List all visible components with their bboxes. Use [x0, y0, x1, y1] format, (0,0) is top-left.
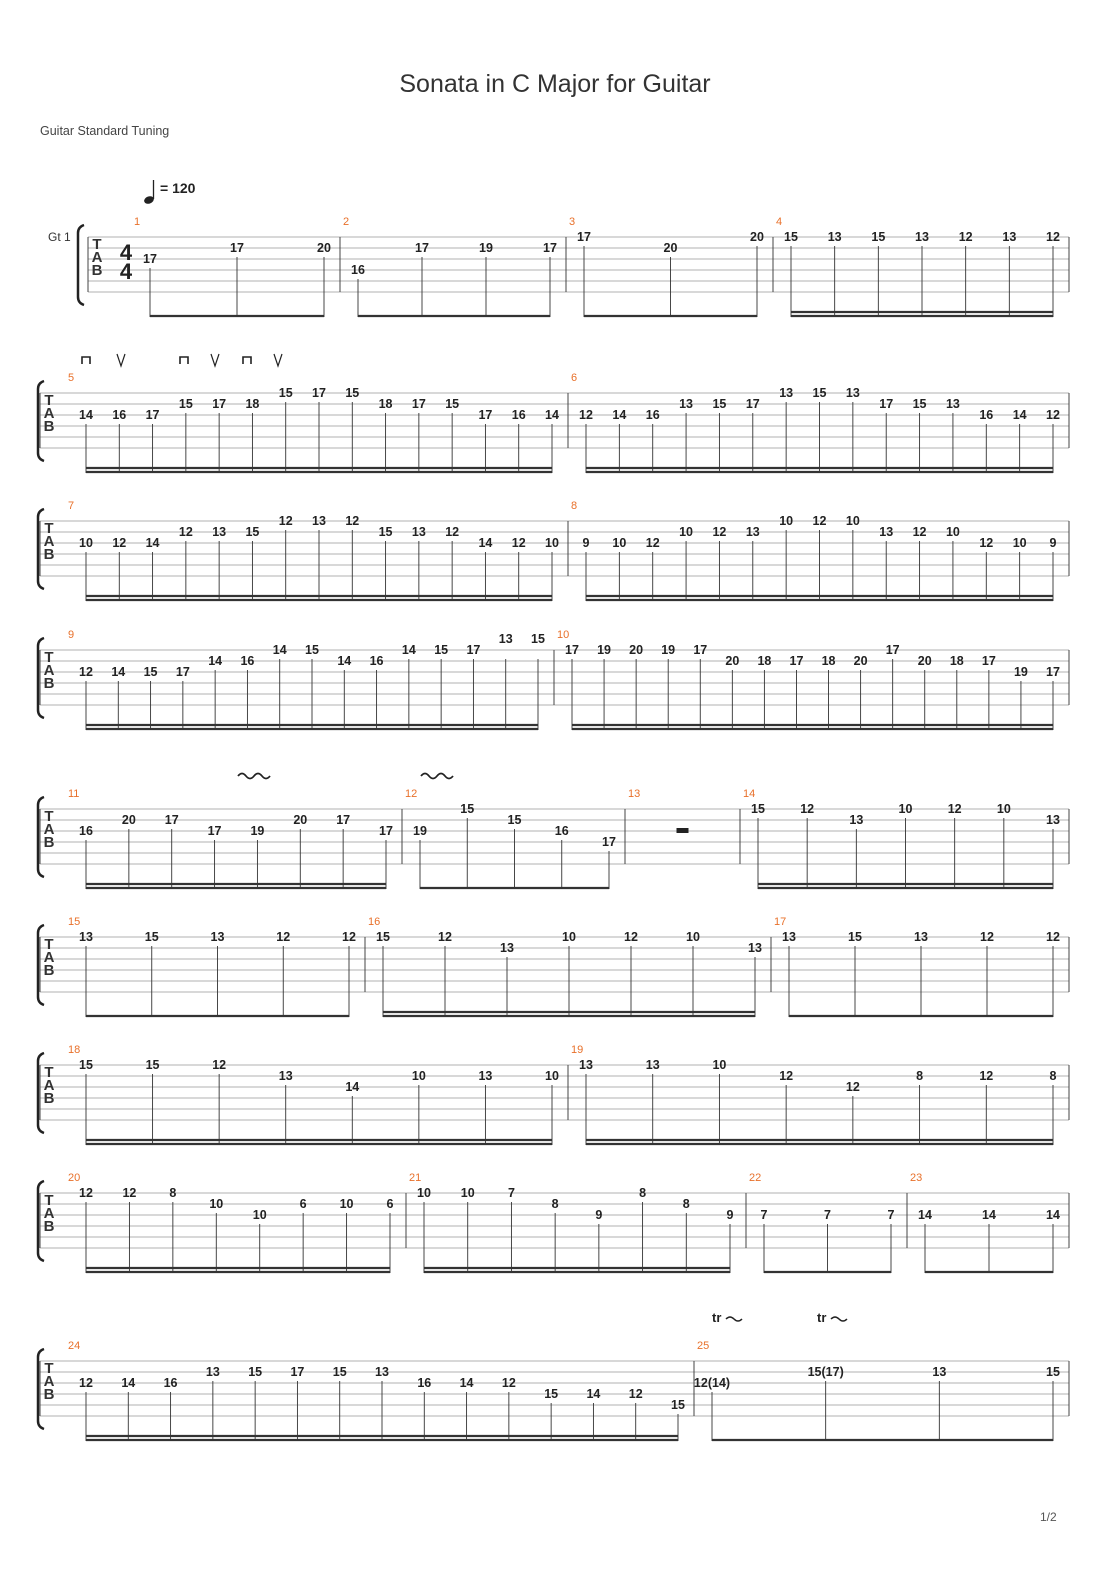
tab-clef-letter: T: [44, 1192, 54, 1209]
fret-number: 10: [1012, 536, 1027, 550]
fret-number: 18: [821, 654, 836, 668]
fret-number: 13: [914, 930, 928, 944]
fret-number: 17: [543, 241, 557, 255]
fret-number: 15: [848, 930, 862, 944]
fret-number: 8: [1049, 1069, 1057, 1083]
tab-clef-letter: B: [43, 675, 55, 692]
fret-number: 12: [1046, 230, 1060, 244]
fret-number: 19: [479, 241, 493, 255]
fret-number: 8: [682, 1197, 690, 1211]
fret-number: 13: [498, 632, 513, 646]
fret-number: 13: [411, 525, 426, 539]
fret-number: 10: [411, 1069, 426, 1083]
measure-number: 3: [569, 216, 576, 228]
fret-number: 14: [121, 1376, 136, 1390]
fret-number: 13: [849, 813, 864, 827]
fret-number: 15: [1046, 1365, 1060, 1379]
fret-number: 10: [779, 514, 794, 528]
measure-number: 25: [697, 1340, 710, 1352]
tab-clef-letter: B: [43, 834, 55, 851]
fret-number: 9: [595, 1208, 603, 1222]
fret-number: 12: [628, 1387, 643, 1401]
fret-number: 20: [725, 654, 740, 668]
fret-number: 12: [178, 525, 193, 539]
fret-number: 15: [143, 665, 158, 679]
fret-number: 7: [507, 1186, 515, 1200]
fret-number: 13: [1002, 230, 1017, 244]
fret-number: 15: [248, 1365, 263, 1379]
fret-number: 17: [478, 408, 493, 422]
fret-number: 13: [645, 1058, 660, 1072]
fret-number: 12: [1046, 408, 1060, 422]
fret-number: 14: [918, 1208, 932, 1222]
fret-number: 16: [645, 408, 660, 422]
fret-number: 17: [466, 643, 481, 657]
tab-clef-letter: A: [91, 249, 103, 266]
rest-symbol: [677, 828, 689, 833]
fret-number: 14: [111, 665, 126, 679]
fret-number: 14: [982, 1208, 996, 1222]
fret-number: 16: [112, 408, 127, 422]
vibrato-icon: [421, 774, 453, 779]
trill-wave-icon: [831, 1317, 847, 1321]
measure-number: 19: [571, 1044, 584, 1056]
measure-number: 9: [68, 629, 75, 641]
fret-number: 12: [112, 536, 127, 550]
fret-number: 13: [478, 1069, 493, 1083]
fret-number: 17: [411, 397, 426, 411]
tab-clef-letter: T: [44, 520, 54, 537]
tab-clef-letter: A: [43, 1077, 55, 1094]
fret-number: 14: [586, 1387, 601, 1401]
downstroke-icon: [243, 357, 251, 364]
fret-number: 12: [345, 514, 360, 528]
fret-number: 20: [853, 654, 868, 668]
fret-number: 12: [712, 525, 727, 539]
measure-number: 15: [68, 916, 81, 928]
trill-marking: tr: [817, 1310, 827, 1325]
upstroke-icon: [274, 354, 282, 366]
fret-number: 7: [824, 1208, 831, 1222]
fret-number: 15: [812, 386, 827, 400]
fret-number: 12: [511, 536, 526, 550]
fret-number: 12: [1046, 930, 1060, 944]
tab-clef-letter: B: [43, 1218, 55, 1235]
trill-marking: tr: [712, 1310, 722, 1325]
fret-number: 14: [1046, 1208, 1060, 1222]
fret-number: 20: [121, 813, 136, 827]
fret-number: 20: [917, 654, 932, 668]
fret-number: 15: [912, 397, 927, 411]
fret-number: 12: [438, 930, 452, 944]
fret-number: 12: [624, 930, 638, 944]
fret-number: 14: [272, 643, 287, 657]
song-title: Sonata in C Major for Guitar: [399, 70, 711, 98]
fret-number: 15: [376, 930, 390, 944]
measure-number: 10: [557, 629, 570, 641]
page-number: 1/2: [1040, 1510, 1057, 1524]
fret-number: 17: [290, 1365, 305, 1379]
fret-number: 12: [276, 930, 291, 944]
fret-number: 13: [932, 1365, 947, 1379]
staff-system: [78, 216, 1069, 317]
measure-number: 14: [743, 788, 756, 800]
fret-number: 14: [337, 654, 352, 668]
fret-number: 14: [1012, 408, 1027, 422]
fret-number: 13: [1046, 813, 1060, 827]
fret-number: 12: [845, 1080, 860, 1094]
measure-number: 20: [68, 1172, 81, 1184]
measure-number: 1: [134, 216, 141, 228]
vibrato-icon: [238, 774, 270, 779]
fret-number: 19: [597, 643, 612, 657]
fret-number: 17: [145, 408, 160, 422]
fret-number: 12: [122, 1186, 137, 1200]
fret-number: 10: [945, 525, 960, 539]
tab-clef-letter: T: [44, 808, 54, 825]
fret-number: 16: [417, 1376, 432, 1390]
fret-number: 15: [671, 1398, 685, 1412]
fret-number: 16: [240, 654, 255, 668]
track-label: Gt 1: [48, 230, 71, 244]
staff-system: [38, 788, 1069, 889]
fret-number: 20: [317, 241, 331, 255]
fret-number: 6: [299, 1197, 307, 1211]
fret-number: 13: [210, 930, 225, 944]
fret-number: 17: [212, 397, 227, 411]
fret-number: 19: [1013, 665, 1028, 679]
fret-number: 15: [79, 1058, 93, 1072]
fret-number: 13: [782, 930, 796, 944]
fret-number: 15: [445, 397, 460, 411]
fret-number: 17: [789, 654, 804, 668]
fret-number: 15: [378, 525, 393, 539]
fret-number: 10: [612, 536, 627, 550]
tab-clef-letter: T: [44, 936, 54, 953]
fret-number: 10: [209, 1197, 224, 1211]
fret-number: 15: [544, 1387, 559, 1401]
downstroke-icon: [82, 357, 90, 364]
tab-clef-letter: A: [43, 1373, 55, 1390]
staff-system: [38, 372, 1069, 473]
fret-number: 10: [545, 536, 559, 550]
fret-number: 17: [1046, 665, 1060, 679]
measure-number: 23: [910, 1172, 923, 1184]
fret-number: 10: [79, 536, 93, 550]
fret-number: 10: [845, 514, 860, 528]
fret-number: 17: [336, 813, 351, 827]
measure-number: 7: [68, 500, 75, 512]
fret-number: 18: [378, 397, 393, 411]
measure-number: 6: [571, 372, 578, 384]
fret-number: 12(14): [693, 1376, 731, 1390]
measure-number: 16: [368, 916, 381, 928]
fret-number: 19: [661, 643, 676, 657]
fret-number: 14: [545, 408, 559, 422]
tab-clef-letter: T: [44, 392, 54, 409]
measure-number: 12: [405, 788, 418, 800]
fret-number: 16: [369, 654, 384, 668]
staff-system: [38, 916, 1069, 1017]
fret-number: 12: [912, 525, 927, 539]
downstroke-icon: [180, 357, 188, 364]
fret-number: 17: [885, 643, 900, 657]
fret-number: 10: [686, 930, 700, 944]
fret-number: 10: [679, 525, 694, 539]
fret-number: 12: [812, 514, 827, 528]
fret-number: 15: [712, 397, 727, 411]
fret-number: 20: [293, 813, 308, 827]
fret-number: 12: [947, 802, 962, 816]
fret-number: 12: [779, 1069, 794, 1083]
fret-number: 13: [845, 386, 860, 400]
fret-number: 15: [784, 230, 798, 244]
fret-number: 13: [779, 386, 794, 400]
tab-clef-letter: B: [43, 962, 55, 979]
fret-number: 12: [212, 1058, 227, 1072]
fret-number: 12: [579, 408, 593, 422]
fret-number: 16: [79, 824, 93, 838]
tab-clef-letter: A: [43, 1205, 55, 1222]
tab-clef-letter: B: [43, 546, 55, 563]
fret-number: 15: [434, 643, 449, 657]
measure-number: 8: [571, 500, 578, 512]
measure-number: 21: [409, 1172, 422, 1184]
fret-number: 8: [169, 1186, 177, 1200]
fret-number: 13: [278, 1069, 293, 1083]
fret-number: 13: [879, 525, 894, 539]
fret-number: 15: [332, 1365, 347, 1379]
fret-number: 9: [1049, 536, 1057, 550]
fret-number: 17: [312, 386, 326, 400]
fret-number: 17: [415, 241, 429, 255]
tab-clef-letter: A: [43, 662, 55, 679]
fret-number: 7: [760, 1208, 768, 1222]
fret-number: 12: [979, 536, 994, 550]
fret-number: 15: [144, 930, 159, 944]
fret-number: 16: [979, 408, 994, 422]
fret-number: 13: [745, 525, 760, 539]
staff-system: [38, 1044, 1069, 1145]
fret-number: 15: [345, 386, 360, 400]
measure-number: 11: [68, 788, 80, 800]
fret-number: 10: [898, 802, 913, 816]
fret-number: 15: [460, 802, 475, 816]
fret-number: 17: [164, 813, 179, 827]
fret-number: 13: [312, 514, 326, 528]
fret-number: 13: [679, 397, 694, 411]
fret-number: 10: [252, 1208, 267, 1222]
upstroke-icon: [211, 354, 219, 366]
fret-number: 12: [501, 1376, 516, 1390]
fret-number: 17: [565, 643, 579, 657]
fret-number: 15: [751, 802, 765, 816]
fret-number: 14: [612, 408, 627, 422]
tab-clef-letter: A: [43, 405, 55, 422]
fret-number: 17: [745, 397, 760, 411]
tab-clef-letter: T: [44, 1360, 54, 1377]
fret-number: 6: [386, 1197, 394, 1211]
tab-clef-letter: T: [44, 649, 54, 666]
fret-number: 17: [230, 241, 244, 255]
fret-number: 14: [459, 1376, 474, 1390]
fret-number: 17: [693, 643, 708, 657]
fret-number: 14: [79, 408, 93, 422]
fret-number: 12: [980, 930, 994, 944]
time-signature: 4: [119, 240, 133, 265]
fret-number: 16: [351, 263, 365, 277]
tab-clef-letter: B: [43, 1386, 55, 1403]
tab-clef-letter: T: [44, 1064, 54, 1081]
time-signature: 4: [119, 259, 133, 284]
trill-wave-icon: [726, 1317, 742, 1321]
fret-number: 8: [639, 1186, 647, 1200]
fret-number: 12: [958, 230, 973, 244]
tab-clef-letter: A: [43, 821, 55, 838]
fret-number: 8: [551, 1197, 559, 1211]
fret-number: 12: [645, 536, 660, 550]
fret-number: 9: [582, 536, 590, 550]
fret-number: 14: [478, 536, 493, 550]
measure-number: 5: [68, 372, 75, 384]
tab-clef-letter: B: [91, 262, 103, 279]
fret-number: 20: [663, 241, 678, 255]
staff-system: [38, 1172, 1069, 1273]
fret-number: 7: [887, 1208, 895, 1222]
fret-number: 9: [726, 1208, 734, 1222]
fret-number: 10: [339, 1197, 354, 1211]
tuning-label: Guitar Standard Tuning: [40, 124, 170, 138]
fret-number: 10: [712, 1058, 727, 1072]
measure-number: 2: [343, 216, 350, 228]
fret-number: 18: [949, 654, 964, 668]
tab-clef-letter: B: [43, 1090, 55, 1107]
fret-number: 13: [748, 941, 762, 955]
fret-number: 13: [212, 525, 227, 539]
fret-number: 17: [175, 665, 190, 679]
fret-number: 17: [981, 654, 996, 668]
fret-number: 15: [531, 632, 545, 646]
fret-number: 12: [79, 665, 93, 679]
fret-number: 13: [375, 1365, 389, 1379]
system-bracket: [78, 225, 84, 305]
fret-number: 10: [460, 1186, 475, 1200]
measure-number: 13: [628, 788, 641, 800]
staff-system: [38, 629, 1069, 730]
fret-number: 16: [163, 1376, 178, 1390]
fret-number: 12: [979, 1069, 994, 1083]
fret-number: 13: [579, 1058, 593, 1072]
measure-number: 17: [774, 916, 787, 928]
fret-number: 20: [750, 230, 764, 244]
fret-number: 16: [511, 408, 526, 422]
tab-clef-letter: T: [92, 236, 102, 253]
fret-number: 15(17): [807, 1365, 844, 1379]
measure-number: 4: [776, 216, 783, 228]
fret-number: 13: [827, 230, 842, 244]
fret-number: 20: [629, 643, 644, 657]
fret-number: 12: [445, 525, 460, 539]
fret-number: 15: [507, 813, 522, 827]
fret-number: 10: [545, 1069, 559, 1083]
fret-number: 13: [500, 941, 514, 955]
fret-number: 12: [800, 802, 815, 816]
fret-number: 13: [79, 930, 93, 944]
staff-system: [38, 500, 1069, 601]
fret-number: 15: [871, 230, 886, 244]
fret-number: 18: [245, 397, 260, 411]
fret-number: 10: [562, 930, 576, 944]
fret-number: 12: [278, 514, 293, 528]
tab-clef-letter: B: [43, 418, 55, 435]
fret-number: 17: [207, 824, 222, 838]
fret-number: 15: [178, 397, 193, 411]
fret-number: 12: [79, 1376, 93, 1390]
fret-number: 10: [417, 1186, 431, 1200]
fret-number: 12: [342, 930, 356, 944]
fret-number: 16: [554, 824, 569, 838]
measure-number: 24: [68, 1340, 81, 1352]
fret-number: 8: [916, 1069, 924, 1083]
fret-number: 14: [401, 643, 416, 657]
fret-number: 15: [145, 1058, 160, 1072]
fret-number: 15: [278, 386, 293, 400]
fret-number: 18: [757, 654, 772, 668]
fret-number: 19: [413, 824, 427, 838]
tempo-marking: = 120: [160, 180, 196, 196]
tab-clef-letter: A: [43, 533, 55, 550]
fret-number: 17: [379, 824, 393, 838]
fret-number: 14: [345, 1080, 360, 1094]
measure-number: 18: [68, 1044, 81, 1056]
measure-number: 22: [749, 1172, 762, 1184]
fret-number: 15: [245, 525, 260, 539]
fret-number: 17: [879, 397, 894, 411]
fret-number: 13: [945, 397, 960, 411]
fret-number: 14: [208, 654, 223, 668]
upstroke-icon: [117, 354, 125, 366]
fret-number: 14: [145, 536, 160, 550]
fret-number: 17: [602, 835, 616, 849]
tab-clef-letter: A: [43, 949, 55, 966]
fret-number: 15: [305, 643, 319, 657]
fret-number: 13: [205, 1365, 220, 1379]
fret-number: 12: [79, 1186, 93, 1200]
fret-number: 13: [915, 230, 929, 244]
staff-system: [38, 1340, 1069, 1441]
fret-number: 17: [577, 230, 591, 244]
fret-number: 19: [250, 824, 265, 838]
fret-number: 17: [143, 252, 157, 266]
fret-number: 10: [996, 802, 1011, 816]
